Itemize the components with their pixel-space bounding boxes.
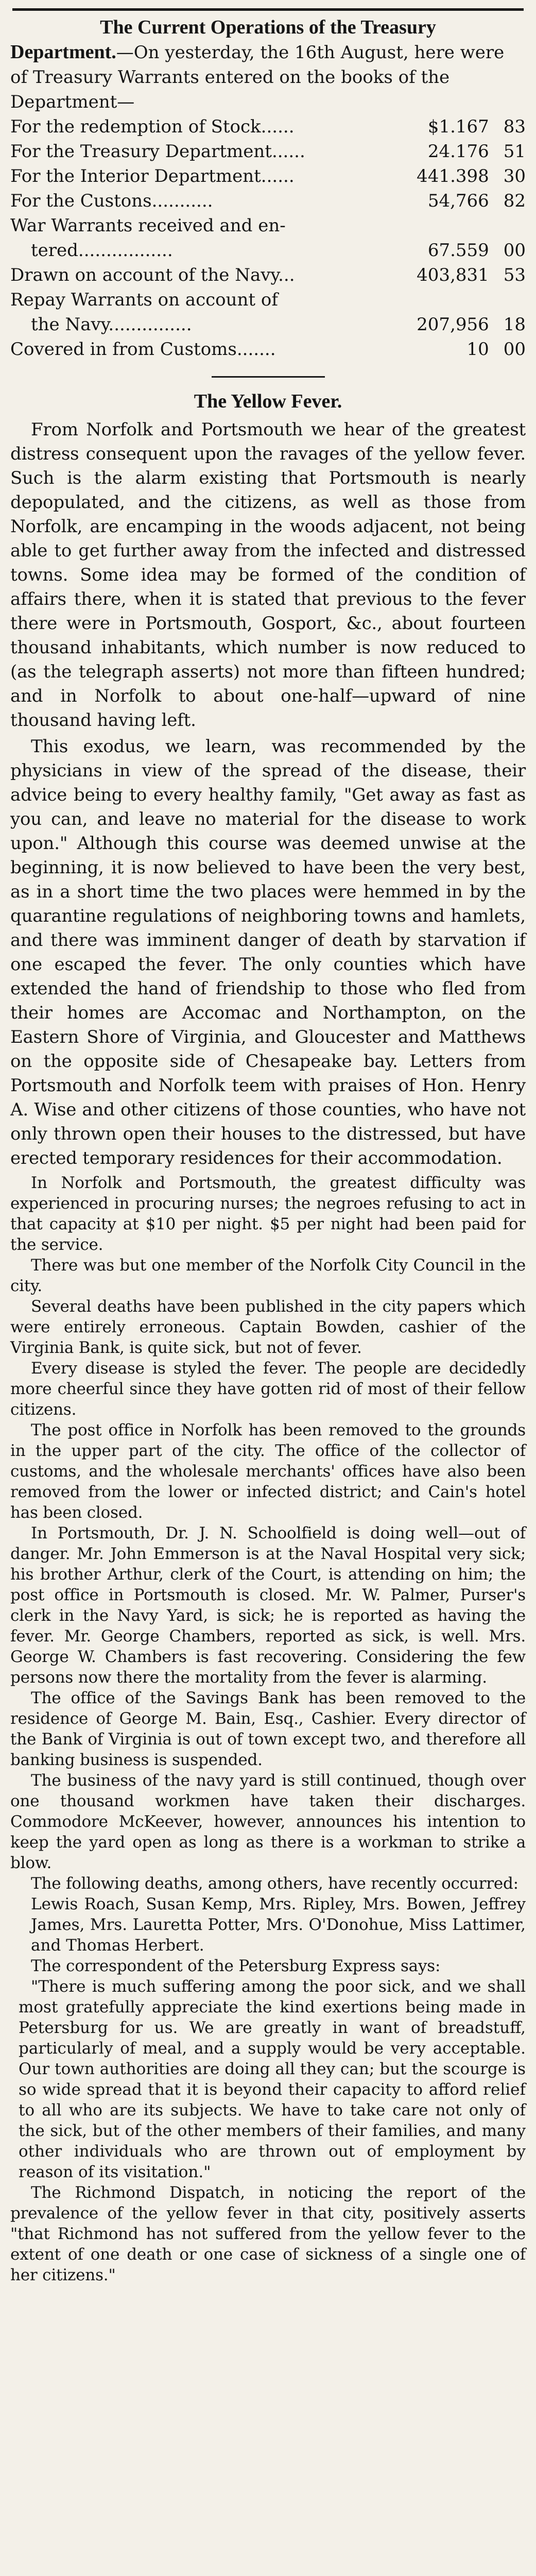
ledger-cents: 83 xyxy=(503,116,526,137)
ledger-row xyxy=(10,139,526,164)
ledger-cents: 18 xyxy=(503,314,526,335)
deaths-list: Lewis Roach, Susan Kemp, Mrs. Ripley, Mrs. Bowen, Jeffrey James, Mrs. Lauretta Potter, Mrs. O'Donohue, Miss Lattimer, and Thomas Herbert. xyxy=(31,1895,526,1955)
ledger-item-label: Repay Warrants on account of xyxy=(10,290,278,310)
ledger-item-label: tered................. xyxy=(31,240,173,261)
treasury-lead xyxy=(10,40,526,114)
ledger-row xyxy=(10,213,526,238)
ledger-cents: 51 xyxy=(503,141,526,162)
article-paragraph: The office of the Savings Bank has been removed to the residence of George M. Bain, Esq., Cashier. Every director of the Bank of Virginia is out of town except two, and therefore all banking business is suspended. xyxy=(10,1689,526,1769)
closing-paragraph: The Richmond Dispatch, in noticing the report of the prevalence of the yellow fever in that city, positively asserts "that Richmond has not suffered from the yellow fever to the extent of one death or one case of sickness of a single one of her citizens." xyxy=(10,2183,526,2284)
ledger-cents: 53 xyxy=(503,265,526,285)
article-paragraph: From Norfolk and Portsmouth we hear of the greatest distress consequent upon the ravages of the yellow fever. Such is the alarm existing that Portsmouth is nearly depopulated, and the citizens, as well as those from Norfolk, are encamping in the woods adjacent, not being able to get further away from the infected and distressed towns. Some idea may be formed of the condition of affairs there, when it is stated that previous to the fever there were in Portsmouth, Gosport, &c., about fourteen thousand inhabitants, which number is now reduced to (as the telegraph asserts) not more than fifteen hundred; and in Norfolk to about one-half—upward of nine thousand having left. xyxy=(10,419,526,731)
ledger-row xyxy=(10,287,526,312)
treasury-ledger xyxy=(10,114,526,362)
treasury-lead-text: —On yesterday, the 16th August, here were of Treasury Warrants entered on the books of the Department— xyxy=(10,42,505,112)
ledger-dollars: 10 xyxy=(466,339,489,360)
top-rule xyxy=(12,8,524,11)
article-paragraph: In Norfolk and Portsmouth, the greatest difficulty was experienced in procuring nurses; the negroes refusing to act in that capacity at $10 per night. $5 per night had been paid for the service. xyxy=(10,1174,526,1254)
article-paragraph: Several deaths have been published in the city papers which were entirely erroneous. Captain Bowden, cashier of the Virginia Bank, is quite sick, but not of fever. xyxy=(10,1297,526,1357)
ledger-cents: 00 xyxy=(503,339,526,360)
yellow-fever-article xyxy=(10,389,526,2285)
ledger-item-label: the Navy............... xyxy=(31,314,192,335)
ledger-item-label: For the redemption of Stock...... xyxy=(10,116,295,137)
article-paragraph: There was but one member of the Norfolk City Council in the city. xyxy=(10,1256,526,1295)
ledger-cents: 00 xyxy=(503,240,526,261)
treasury-headline: The Current Operations of the Treasury xyxy=(100,16,436,38)
ledger-row xyxy=(10,164,526,189)
section-divider xyxy=(212,376,325,378)
ledger-cents: 82 xyxy=(503,191,526,211)
ledger-cents: 30 xyxy=(503,166,526,187)
ledger-row xyxy=(10,238,526,263)
ledger-item-label: Covered in from Customs....... xyxy=(10,339,276,360)
ledger-row xyxy=(10,312,526,337)
ledger-cents xyxy=(495,213,526,238)
ledger-row xyxy=(10,189,526,213)
correspondent-intro: The correspondent of the Petersburg Express says: xyxy=(31,1957,441,1975)
article-paragraph: This exodus, we learn, was recommended by the physicians in view of the spread of the disease, their advice being to every healthy family, "Get away as fast as you can, and leave no material for the disease to work upon." Although this course was deemed unwise at the beginning, it is now believed to have been the very best, as in a short time the two places were hemmed in by the quarantine regulations of neighboring towns and hamlets, and there was imminent danger of death by starvation if one escaped the fever. The only counties which have extended the hand of friendship to those who fled from their homes are Accomac and Northampton, on the Eastern Shore of Virginia, and Gloucester and Matthews on the opposite side of Chesapeake bay. Letters from Portsmouth and Norfolk teem with praises of Hon. Henry A. Wise and other citizens of those counties, who have not only thrown open their houses to the distressed, but have erected temporary residences for their accommodation. xyxy=(10,736,526,1168)
article-paragraph: The following deaths, among others, have recently occurred: xyxy=(31,1874,518,1893)
correspondent-quote: "There is much suffering among the poor sick, and we shall most gratefully appreciate the kind exertions being made in Petersburg for us. We are greatly in want of breadstuff, particularly of meal, and a supply would be very acceptable. Our town authorities are doing all they can; but the scourge is so wide spread that it is beyond their capacity to afford relief to all who are its subjects. We have to take care not only of the sick, but of the other members of their families, and many other individuals who are thrown out of employment by reason of its visitation." xyxy=(19,1977,526,2181)
ledger-dollars: 24.176 xyxy=(427,141,489,162)
ledger-row xyxy=(10,263,526,287)
article-paragraph: The post office in Norfolk has been removed to the grounds in the upper part of the city. The office of the collector of customs, and the wholesale merchants' offices have also been removed from the lower or infected district; and Cain's hotel has been closed. xyxy=(10,1421,526,1522)
ledger-cents xyxy=(495,287,526,312)
yellow-fever-headline: The Yellow Fever. xyxy=(194,391,342,412)
ledger-item-label: For the Custons........... xyxy=(10,191,213,211)
ledger-dollars: $1.167 xyxy=(427,116,489,137)
ledger-dollars: 54,766 xyxy=(427,191,489,211)
ledger-item-label: For the Interior Department...... xyxy=(10,166,295,187)
ledger-row xyxy=(10,114,526,139)
ledger-item-label: Drawn on account of the Navy... xyxy=(10,265,295,285)
ledger-dollars: 441.398 xyxy=(417,166,489,187)
article-paragraph: Every disease is styled the fever. The people are decidedly more cheerful since they have gotten rid of most of their fellow citizens. xyxy=(10,1359,526,1419)
ledger-dollars xyxy=(417,287,495,312)
article-paragraph: In Portsmouth, Dr. J. N. Schoolfield is doing well—out of danger. Mr. John Emmerson is at the Naval Hospital very sick; his brother Arthur, clerk of the Court, is attending on him; the post office in Portsmouth is closed. Mr. W. Palmer, Purser's clerk in the Navy Yard, is sick; he is reported as having the fever. Mr. George Chambers, reported as sick, is well. Mrs. George W. Chambers is fast recovering. Considering the few persons now there the mortality from the fever is alarming. xyxy=(10,1524,526,1687)
ledger-dollars: 207,956 xyxy=(417,314,489,335)
ledger-row xyxy=(10,337,526,362)
ledger-item-label: For the Treasury Department...... xyxy=(10,141,305,162)
treasury-lead-department: Department. xyxy=(10,41,116,63)
ledger-dollars: 67.559 xyxy=(427,240,489,261)
ledger-dollars xyxy=(417,213,495,238)
ledger-dollars: 403,831 xyxy=(417,265,489,285)
treasury-article xyxy=(10,15,526,362)
article-paragraph: The business of the navy yard is still continued, though over one thousand workmen have taken their discharges. Commodore McKeever, however, announces his intention to keep the yard open as long as there is a workman to strike a blow. xyxy=(10,1771,526,1872)
ledger-item-label: War Warrants received and en- xyxy=(10,215,286,236)
